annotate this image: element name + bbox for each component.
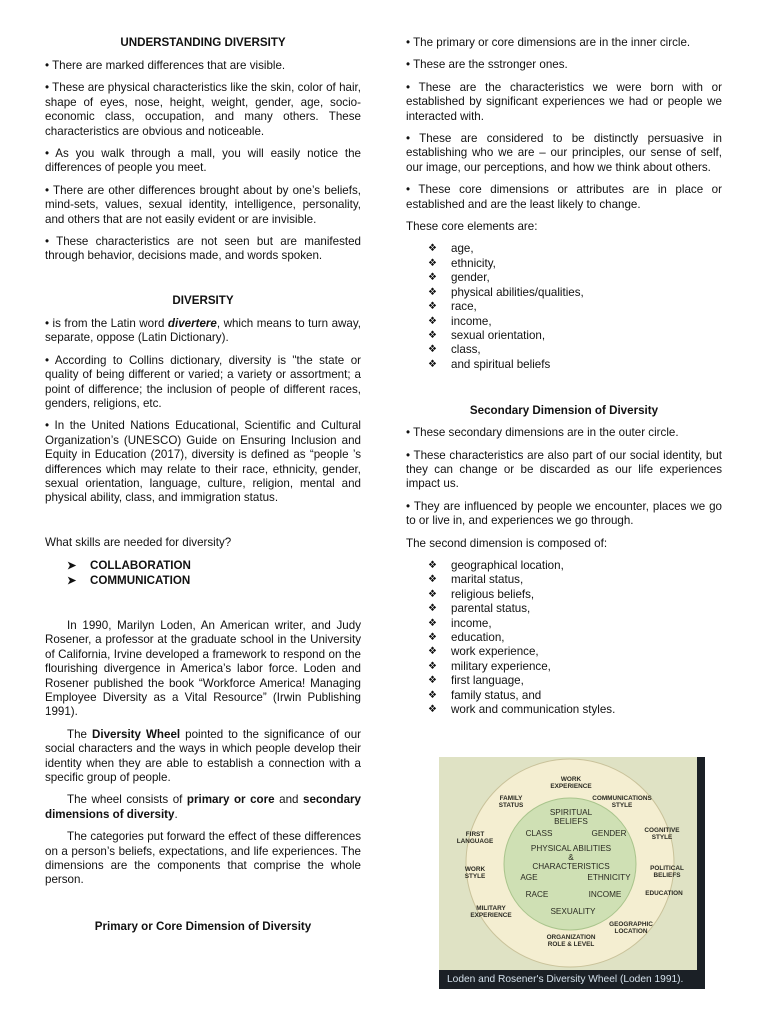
- outer-dimension-label: COGNITIVE STYLE: [644, 827, 680, 841]
- outer-dimension-label: WORK EXPERIENCE: [550, 776, 592, 790]
- list-item: ❖ physical abilities/qualities,: [428, 286, 722, 300]
- list-item: ❖ religious beliefs,: [428, 588, 722, 602]
- text: pointed to the significance of our social characters and the ways in which people develop their identity when they are able to establish a connection with a specific group of people.: [45, 727, 362, 785]
- second-intro: The second dimension is composed of:: [406, 536, 608, 550]
- paragraph: • In the United Nations Educational, Scientific and Cultural Organization’s (UNESCO) Guide on Ensuring Inclusion and Equity in Education (2017), diversity is defined as “people ’s differences which may relate to their race, ethnicity, gender, sexual orientation, language, culture, religion, mental and physical ability, class, and immigration status.: [45, 419, 361, 505]
- inner-dimension-label: ETHNICITY: [587, 873, 631, 882]
- list-item: ❖ ethnicity,: [428, 257, 722, 271]
- inner-dimension-label: CLASS: [525, 829, 553, 838]
- question: What skills are needed for diversity?: [45, 535, 232, 549]
- text: The wheel consists of: [67, 793, 187, 807]
- list-item: ❖ income,: [428, 315, 722, 329]
- inner-dimension-label: SPIRITUAL BELIEFS: [549, 808, 593, 826]
- list-item: ❖ class,: [428, 343, 722, 357]
- paragraph: • These are the sstronger ones.: [406, 58, 722, 72]
- secondary-list: [406, 559, 722, 717]
- bold-term: primary or core: [186, 793, 275, 807]
- paragraph: • These core dimensions or attributes are in place or established and are the least likely to change.: [406, 183, 722, 212]
- section-title-diversity: DIVERSITY: [172, 293, 234, 307]
- text: .: [174, 807, 178, 821]
- latin-word: divertere: [167, 316, 217, 330]
- outer-dimension-label: GEOGRAPHIC LOCATION: [609, 921, 653, 935]
- list-item: ❖ sexual orientation,: [428, 329, 722, 343]
- paragraph: • According to Collins dictionary, diversity is "the state or quality of being different or varied; a variety or assortment; a point of difference; the inclusion of people of different races, genders, religions, etc.: [45, 354, 361, 412]
- list-item: ❖ gender,: [428, 271, 722, 285]
- diversity-wheel-figure: [439, 757, 705, 989]
- inner-dimension-label: SEXUALITY: [550, 907, 596, 916]
- list-item: ❖ military experience,: [428, 660, 722, 674]
- paragraph: • As you walk through a mall, you will easily notice the differences of people you meet.: [45, 147, 361, 176]
- figure-caption: Loden and Rosener's Diversity Wheel (Loden 1991).: [439, 970, 705, 989]
- outer-dimension-label: ORGANIZATION ROLE & LEVEL: [546, 934, 596, 948]
- paragraph: [45, 728, 361, 786]
- diversity-wheel-diagram: [439, 757, 705, 970]
- list-item: ❖ race,: [428, 300, 722, 314]
- paragraph-etymology: [45, 317, 361, 346]
- section-title-secondary: Secondary Dimension of Diversity: [469, 404, 659, 418]
- paragraph: • These characteristics are also part of our social identity, but they can change or be discarded as our life experiences impact us.: [406, 449, 722, 492]
- outer-dimension-label: WORK STYLE: [464, 866, 486, 880]
- paragraph: • These secondary dimensions are in the outer circle.: [406, 426, 722, 440]
- inner-dimension-label: INCOME: [588, 890, 622, 899]
- list-item: ❖ parental status,: [428, 602, 722, 616]
- bold-term: secondary dimensions of diversity: [45, 793, 361, 821]
- outer-dimension-label: POLITICAL BELIEFS: [650, 865, 684, 879]
- outer-dimension-label: FIRST LANGUAGE: [456, 831, 494, 845]
- list-item: ❖ work and communication styles.: [428, 703, 722, 717]
- section-title-primary: Primary or Core Dimension of Diversity: [94, 919, 312, 933]
- text: The: [67, 727, 92, 741]
- list-item: ➤ COMMUNICATION: [67, 574, 361, 588]
- inner-dimension-label: RACE: [525, 890, 549, 899]
- skills-list: [45, 559, 361, 588]
- paragraph: • There are other differences brought about by one’s beliefs, mind-sets, values, sexual identity, intelligence, personality, and others that are not easily evident or are invisible.: [45, 184, 361, 227]
- outer-dimension-label: COMMUNICATIONS STYLE: [592, 795, 652, 809]
- list-item: ❖ first language,: [428, 674, 722, 688]
- paragraph: • They are influenced by people we encounter, places we go to or live in, and experiences we go through.: [406, 500, 722, 529]
- paragraph: • These are physical characteristics like the skin, color of hair, shape of eyes, nose, height, weight, gender, age, socio-economic class, occupation, and many others. These characteristics are obvious and noticeable.: [45, 81, 361, 139]
- right-column: [406, 36, 722, 717]
- core-list: [406, 242, 722, 372]
- image-edge: [697, 757, 705, 970]
- list-item: ❖ and spiritual beliefs: [428, 358, 722, 372]
- outer-dimension-label: MILITARY EXPERIENCE: [470, 905, 512, 919]
- paragraph: • There are marked differences that are visible.: [45, 59, 361, 73]
- list-item: ❖ marital status,: [428, 573, 722, 587]
- paragraph: In 1990, Marilyn Loden, An American writer, and Judy Rosener, a professor at the graduate school in the University of California, Irvine developed a framework to respond on the flourishing divergence in America’s labor force. Loden and Rosener published the book “Workforce America! Managing Employee Diversity as a Vital Resource” (Irwin Publishing 1991).: [45, 618, 361, 719]
- inner-dimension-label: AGE: [520, 873, 538, 882]
- outer-dimension-label: FAMILY STATUS: [498, 795, 524, 809]
- paragraph: • These are considered to be distinctly persuasive in establishing who we are – our principles, our sense of self, our image, our perceptions, and how we think about others.: [406, 132, 722, 175]
- bold-term: Diversity Wheel: [92, 727, 181, 741]
- list-item: ➤ COLLABORATION: [67, 559, 361, 573]
- text: , which means to turn away, separate, oppose (Latin Dictionary).: [45, 316, 361, 345]
- list-item: ❖ income,: [428, 617, 722, 631]
- text: and: [274, 793, 303, 807]
- list-item: ❖ geographical location,: [428, 559, 722, 573]
- list-item: ❖ work experience,: [428, 645, 722, 659]
- paragraph: • These characteristics are not seen but are manifested through behavior, decisions made, and words spoken.: [45, 235, 361, 264]
- inner-dimension-label: PHYSICAL ABILITIES & CHARACTERISTICS: [530, 844, 612, 871]
- outer-dimension-label: EDUCATION: [645, 890, 683, 897]
- list-item: ❖ age,: [428, 242, 722, 256]
- left-column: [45, 36, 361, 934]
- paragraph: [45, 793, 361, 822]
- list-item: ❖ family status, and: [428, 689, 722, 703]
- inner-dimension-label: GENDER: [591, 829, 627, 838]
- paragraph: The categories put forward the effect of these differences on a person’s beliefs, expectations, and life experiences. The dimensions are the components that comprise the whole person.: [45, 830, 361, 887]
- text: is from the Latin word: [52, 316, 168, 330]
- paragraph: • These are the characteristics we were born with or established by significant experiences we had or people we interacted with.: [406, 81, 722, 124]
- list-item: ❖ education,: [428, 631, 722, 645]
- paragraph: • The primary or core dimensions are in the inner circle.: [406, 36, 722, 50]
- core-intro: These core elements are:: [406, 220, 538, 234]
- section-title-understanding: UNDERSTANDING DIVERSITY: [120, 36, 286, 49]
